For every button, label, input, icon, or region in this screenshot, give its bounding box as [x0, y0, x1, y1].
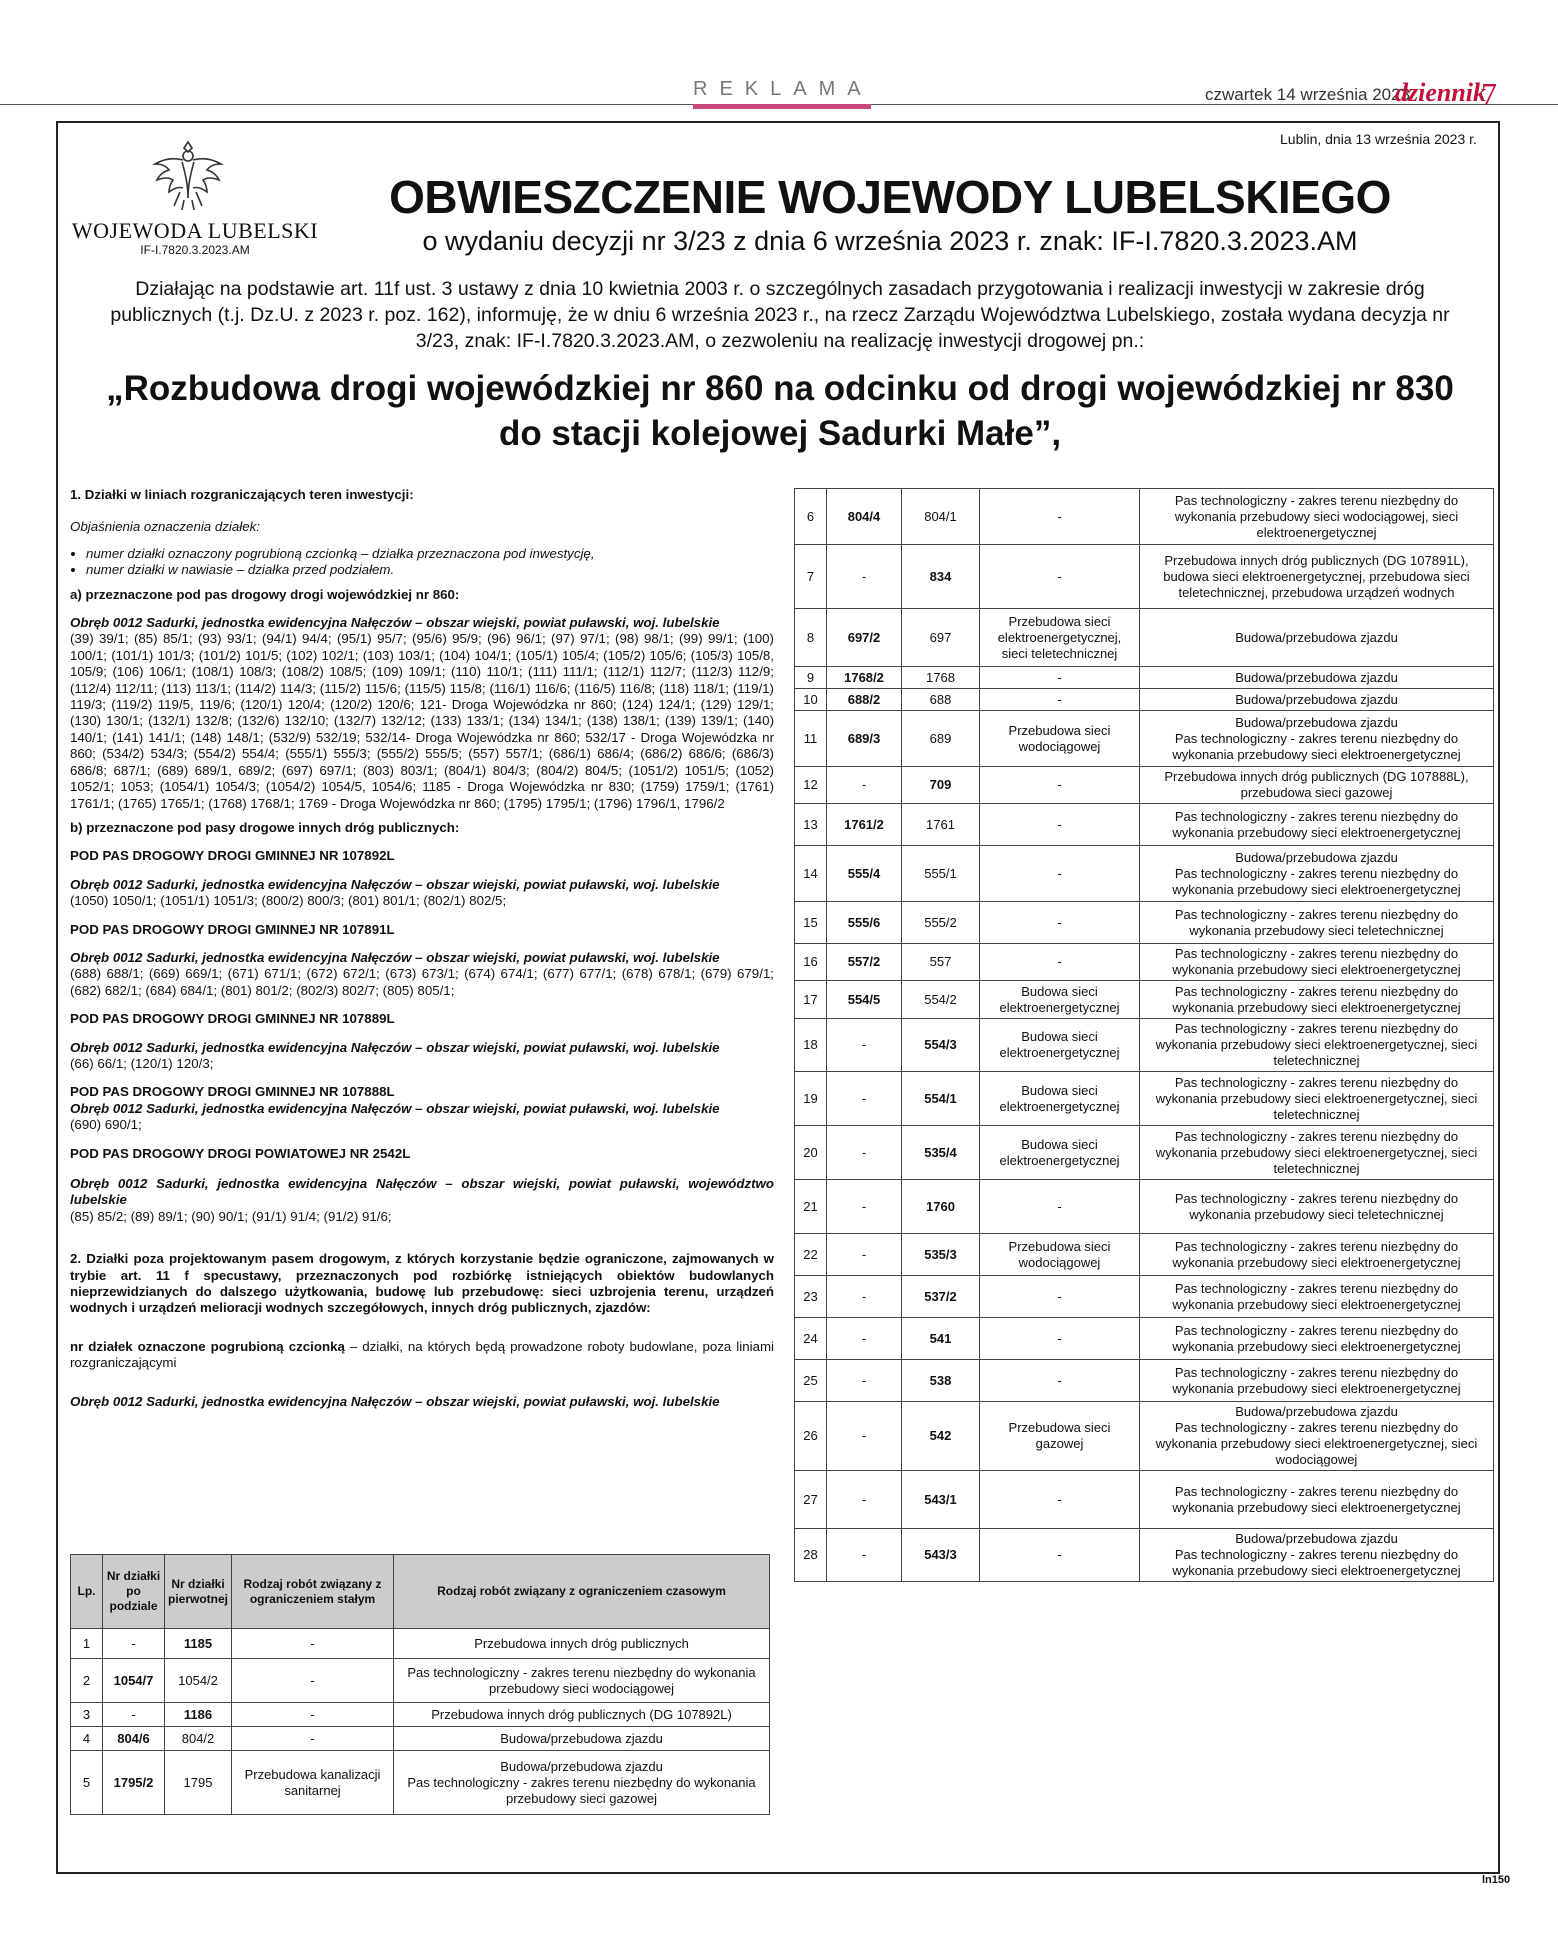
- section-2-heading: 2. Działki poza projektowanym pasem drogowym, z których korzystanie będzie ograniczone, zajmowanych w trybie art. 11 f specustawy, przeznaczonych pod rozbiórkę istniejących obiektów budowlanych nieprzewidzianych do dalszego użytkowania, budowę lub przebudowę: sieci uzbrojenia terenu, urządzeń wodnych i urządzeń melioracji wodnych szczegółowych, innych dróg publicznych, zjazdów:: [70, 1251, 774, 1316]
- table-row: [795, 545, 1494, 609]
- cell-parcel-after: 804/6: [103, 1727, 165, 1751]
- cell-parcel-after: -: [827, 1402, 902, 1471]
- table-row: [795, 1402, 1494, 1471]
- cell-temporary: Przebudowa innych dróg publicznych: [394, 1629, 770, 1659]
- subsection-b-heading: b) przeznaczone pod pasy drogowe innych dróg publicznych:: [70, 819, 460, 835]
- cell-parcel-original: 1768: [902, 667, 980, 689]
- obreb-label: Obręb 0012 Sadurki, jednostka ewidencyjna Nałęczów – obszar wiejski, powiat puławski, woj. lubelskie: [70, 876, 720, 892]
- cell-lp: 8: [795, 609, 827, 667]
- table-row: [795, 711, 1494, 767]
- cell-parcel-original: 554/1: [902, 1072, 980, 1126]
- cell-lp: 17: [795, 981, 827, 1019]
- cell-temporary: Pas technologiczny - zakres terenu niezbędny do wykonania przebudowy sieci elektroenergetycznej: [1140, 1360, 1494, 1402]
- cell-permanent: Budowa sieci elektroenergetycznej: [980, 1019, 1140, 1072]
- cell-parcel-after: 1761/2: [827, 804, 902, 846]
- cell-lp: 23: [795, 1276, 827, 1318]
- cell-lp: 12: [795, 767, 827, 804]
- cell-temporary: Pas technologiczny - zakres terenu niezbędny do wykonania przebudowy sieci elektroenergetycznej: [1140, 1276, 1494, 1318]
- cell-parcel-after: -: [103, 1703, 165, 1727]
- issue-date: czwartek 14 września 2023: [1205, 85, 1411, 104]
- cell-parcel-after: 697/2: [827, 609, 902, 667]
- cell-temporary: Pas technologiczny - zakres terenu niezbędny do wykonania przebudowy sieci elektroenergetycznej: [1140, 804, 1494, 846]
- cell-permanent: -: [232, 1703, 394, 1727]
- cell-temporary: Pas technologiczny - zakres terenu niezbędny do wykonania przebudowy sieci elektroenergetycznej: [1140, 944, 1494, 981]
- ad-code: ln150: [1482, 1874, 1511, 1886]
- parcels-107889L: [70, 1040, 774, 1073]
- section-underline: [693, 104, 871, 109]
- cell-parcel-original: 543/3: [902, 1529, 980, 1582]
- cell-parcel-original: 554/2: [902, 981, 980, 1019]
- cell-lp: 9: [795, 667, 827, 689]
- cell-parcel-after: 554/5: [827, 981, 902, 1019]
- list-item: • numer działki oznaczony pogrubioną czcionką – działka przeznaczona pod inwestycję,: [86, 546, 774, 562]
- restrictions-table-right: [794, 488, 1494, 1582]
- cell-parcel-after: 1795/2: [103, 1751, 165, 1815]
- page-title: OBWIESZCZENIE WOJEWODY LUBELSKIEGO: [389, 171, 1391, 223]
- road-heading-107891L: POD PAS DROGOWY DROGI GMINNEJ NR 107891L: [70, 921, 395, 937]
- cell-temporary: Budowa/przebudowa zjazdu: [394, 1727, 770, 1751]
- cell-lp: 26: [795, 1402, 827, 1471]
- cell-lp: 1: [71, 1629, 103, 1659]
- col-header-permanent: Rodzaj robót związany z ograniczeniem stałym: [232, 1555, 394, 1629]
- cell-parcel-original: 834: [902, 545, 980, 609]
- obreb-label: Obręb 0012 Sadurki, jednostka ewidencyjna Nałęczów – obszar wiejski, powiat puławski, woj. lubelskie: [70, 1393, 720, 1409]
- table-row: [795, 667, 1494, 689]
- section-label: REKLAMA: [693, 78, 873, 100]
- brand-logo: dziennik: [1395, 78, 1487, 107]
- cell-permanent: -: [980, 489, 1140, 545]
- authority-sign: IF-I.7820.3.2023.AM: [140, 243, 250, 257]
- parcels-107888L: [70, 1101, 774, 1134]
- cell-permanent: -: [980, 1360, 1140, 1402]
- list-item: • numer działki w nawiasie – działka przed podziałem.: [86, 562, 774, 578]
- cell-permanent: -: [980, 902, 1140, 944]
- bold-note: [70, 1339, 774, 1372]
- road-heading-107892L: POD PAS DROGOWY DROGI GMINNEJ NR 107892L: [70, 848, 395, 864]
- cell-parcel-after: -: [827, 1318, 902, 1360]
- col-header-temporary: Rodzaj robót związany z ograniczeniem czasowym: [394, 1555, 770, 1629]
- table-row: [795, 609, 1494, 667]
- obreb-label: Obręb 0012 Sadurki, jednostka ewidencyjna Nałęczów – obszar wiejski, powiat puławski, woj. lubelskie: [70, 1100, 720, 1116]
- explanation-heading: Objaśnienia oznaczenia działek:: [70, 519, 260, 535]
- cell-parcel-after: -: [103, 1629, 165, 1659]
- cell-temporary: Pas technologiczny - zakres terenu niezbędny do wykonania przebudowy sieci wodociągowej: [394, 1659, 770, 1703]
- cell-parcel-original: 537/2: [902, 1276, 980, 1318]
- cell-parcel-original: 542: [902, 1402, 980, 1471]
- cell-lp: 28: [795, 1529, 827, 1582]
- obreb-label: Obręb 0012 Sadurki, jednostka ewidencyjna Nałęczów – obszar wiejski, powiat puławski, woj. lubelskie: [70, 615, 720, 631]
- cell-parcel-original: 557: [902, 944, 980, 981]
- cell-parcel-original: 535/3: [902, 1234, 980, 1276]
- cell-temporary: Pas technologiczny - zakres terenu niezbędny do wykonania przebudowy sieci teletechnicznej: [1140, 1180, 1494, 1234]
- cell-temporary: Budowa/przebudowa zjazdu Pas technologiczny - zakres terenu niezbędny do wykonania przebudowy sieci elektroenergetycznej, sieci wodociągowej: [1140, 1402, 1494, 1471]
- subsection-a-heading: a) przeznaczone pod pas drogowy drogi wojewódzkiej nr 860:: [70, 586, 460, 602]
- cell-temporary: Pas technologiczny - zakres terenu niezbędny do wykonania przebudowy sieci elektroenergetycznej, sieci teletechnicznej: [1140, 1072, 1494, 1126]
- cell-permanent: -: [980, 1318, 1140, 1360]
- cell-permanent: -: [232, 1727, 394, 1751]
- cell-lp: 4: [71, 1727, 103, 1751]
- cell-temporary: Pas technologiczny - zakres terenu niezbędny do wykonania przebudowy sieci elektroenergetycznej: [1140, 1234, 1494, 1276]
- cell-parcel-after: -: [827, 1019, 902, 1072]
- cell-lp: 13: [795, 804, 827, 846]
- cell-parcel-after: -: [827, 1072, 902, 1126]
- restrictions-table-left: [70, 1554, 770, 1815]
- cell-lp: 24: [795, 1318, 827, 1360]
- cell-lp: 14: [795, 846, 827, 902]
- cell-parcel-after: -: [827, 1234, 902, 1276]
- parcels-a-list: (39) 39/1; (85) 85/1; (93) 93/1; (94/1) 94/4; (95/1) 95/7; (95/6) 95/9; (96) 96/1; (97) 97/1; (98) 98/1; (99) 99/1; (100) 100/1; (101/1) 101/3; (101/2) 101/5; (102) 102/1; (103) 103/1; (104) 104/1; (105/1) 105/4; (105/2) 105/6; (105/3) 105/8, 105/9; (106) 106/1; (108/1) 108/3; (108/2) 108/5; (109) 109/1; (110) 110/1; (111) 111/1; (112/1) 112/7; (112/3) 112/9; (112/4) 112/11; (113) 113/1; (114/2) 114/3; (115/2) 115/6; (115/5) 115/8; (116/1) 116/6; (116/5) 116/8; (118) 118/1; (119/1) 119/3; (119/2) 119/5, 119/6; (120/1) 120/4; (120/2) 120/6; 121- Droga Wojewódzka nr 860; (124) 124/1; (129) 129/1; (130) 130/1; (132/1) 132/8; (132/6) 132/10; (132/7) 132/12; (133) 133/1; (134) 134/1; (138) 138/1; (139) 139/1; (140) 140/1; (141) 141/1; (148) 148/1; (532/9) 532/19; 532/14- Droga Wojewódzka nr 860; 532/17 - Droga Wojewódzka nr 860; (534/2) 534/3; (554/2) 554/4; (555/1) 555/3; (555/2) 555/5; (557) 557/1; (686/1) 686/4; (686/2) 686/6; (686/3) 686/8; 687/1; (689) 689/1, 689/2; (697) 697/1; (803) 803/1; (804/1) 804/3; (804/2) 804/5; (1051/2) 1051/5; (1052) 1052/1; 1053; (1054/1) 1054/3; (1054/2) 1054/5, 1054/6; 1185 - Droga Wojewódzka nr 830; (1759) 1759/1; (1761) 1761/1; (1765) 1765/1; (1768) 1768/1; 1769 - Droga Wojewódzka nr 860; (1795) 1795/1; (1796) 1796/1, 1796/2: [70, 631, 774, 811]
- parcels-107892L: [70, 877, 774, 910]
- bold-note-label: nr działek oznaczone pogrubioną czcionką: [70, 1338, 345, 1354]
- table-row: [795, 1360, 1494, 1402]
- cell-permanent: -: [980, 767, 1140, 804]
- cell-temporary: Budowa/przebudowa zjazdu: [1140, 609, 1494, 667]
- cell-lp: 11: [795, 711, 827, 767]
- obreb-label: Obręb 0012 Sadurki, jednostka ewidencyjna Nałęczów – obszar wiejski, powiat puławski, woj. lubelskie: [70, 1039, 720, 1055]
- cell-parcel-original: 543/1: [902, 1471, 980, 1529]
- cell-permanent: -: [980, 1471, 1140, 1529]
- cell-lp: 19: [795, 1072, 827, 1126]
- cell-lp: 25: [795, 1360, 827, 1402]
- cell-parcel-after: 689/3: [827, 711, 902, 767]
- cell-parcel-original: 555/2: [902, 902, 980, 944]
- table-row: [795, 1180, 1494, 1234]
- cell-permanent: -: [980, 1276, 1140, 1318]
- cell-permanent: -: [980, 804, 1140, 846]
- cell-permanent: Budowa sieci elektroenergetycznej: [980, 981, 1140, 1019]
- cell-lp: 18: [795, 1019, 827, 1072]
- cell-parcel-after: 1054/7: [103, 1659, 165, 1703]
- cell-temporary: Pas technologiczny - zakres terenu niezbędny do wykonania przebudowy sieci elektroenergetycznej, sieci teletechnicznej: [1140, 1126, 1494, 1180]
- cell-permanent: -: [980, 545, 1140, 609]
- cell-parcel-original: 697: [902, 609, 980, 667]
- cell-permanent: -: [980, 944, 1140, 981]
- cell-temporary: Przebudowa innych dróg publicznych (DG 107891L), budowa sieci elektroenergetycznej, przebudowa sieci teletechnicznej, przebudowa urządzeń wodnych: [1140, 545, 1494, 609]
- cell-parcel-after: 555/6: [827, 902, 902, 944]
- cell-parcel-original: 541: [902, 1318, 980, 1360]
- table-row: [795, 1529, 1494, 1582]
- table-row: [71, 1629, 770, 1659]
- cell-permanent: -: [980, 846, 1140, 902]
- cell-permanent: -: [980, 689, 1140, 711]
- parcels-list: (1050) 1050/1; (1051/1) 1051/3; (800/2) 800/3; (801) 801/1; (802/1) 802/5;: [70, 893, 507, 909]
- table-row: [71, 1727, 770, 1751]
- cell-parcel-after: -: [827, 1529, 902, 1582]
- cell-permanent: -: [980, 1180, 1140, 1234]
- table-row: [795, 981, 1494, 1019]
- cell-parcel-original: 554/3: [902, 1019, 980, 1072]
- cell-permanent: Przebudowa sieci gazowej: [980, 1402, 1140, 1471]
- cell-parcel-after: -: [827, 1126, 902, 1180]
- cell-permanent: Przebudowa sieci wodociągowej: [980, 711, 1140, 767]
- table-row: [795, 902, 1494, 944]
- table-row: [795, 944, 1494, 981]
- cell-temporary: Przebudowa innych dróg publicznych (DG 107888L), przebudowa sieci gazowej: [1140, 767, 1494, 804]
- table-row: [795, 804, 1494, 846]
- parcels-list: (688) 688/1; (669) 669/1; (671) 671/1; (672) 672/1; (673) 673/1; (674) 674/1; (677) 677/1; (678) 678/1; (679) 679/1; (682) 682/1; (684) 684/1; (801) 801/2; (802/3) 802/7; (805) 805/1;: [70, 966, 774, 998]
- cell-parcel-after: 804/4: [827, 489, 902, 545]
- cell-lp: 16: [795, 944, 827, 981]
- cell-lp: 10: [795, 689, 827, 711]
- cell-temporary: Pas technologiczny - zakres terenu niezbędny do wykonania przebudowy sieci elektroenergetycznej: [1140, 1471, 1494, 1529]
- cell-parcel-after: 555/4: [827, 846, 902, 902]
- cell-parcel-original: 1795: [165, 1751, 232, 1815]
- cell-permanent: Budowa sieci elektroenergetycznej: [980, 1126, 1140, 1180]
- table-row: [795, 846, 1494, 902]
- cell-lp: 2: [71, 1659, 103, 1703]
- cell-temporary: Pas technologiczny - zakres terenu niezbędny do wykonania przebudowy sieci elektroenergetycznej: [1140, 981, 1494, 1019]
- bold-note-text: – działki, na których będą prowadzone roboty budowlane, poza liniami rozgraniczającymi: [70, 1338, 774, 1371]
- obreb-label: Obręb 0012 Sadurki, jednostka ewidencyjna Nałęczów – obszar wiejski, powiat puławski, województwo lubelskie: [70, 1176, 774, 1208]
- cell-temporary: Budowa/przebudowa zjazdu Pas technologiczny - zakres terenu niezbędny do wykonania przebudowy sieci gazowej: [394, 1751, 770, 1815]
- parcels-a: [70, 615, 774, 812]
- cell-parcel-original: 804/1: [902, 489, 980, 545]
- cell-parcel-original: 689: [902, 711, 980, 767]
- cell-parcel-after: -: [827, 1360, 902, 1402]
- cell-permanent: Przebudowa sieci elektroenergetycznej, sieci teletechnicznej: [980, 609, 1140, 667]
- table-row: [795, 767, 1494, 804]
- parcels-107891L: [70, 950, 774, 999]
- cell-parcel-original: 1186: [165, 1703, 232, 1727]
- col-header-after-split: Nr działki po podziale: [103, 1555, 165, 1629]
- cell-permanent: -: [980, 667, 1140, 689]
- cell-parcel-original: 1761: [902, 804, 980, 846]
- cell-lp: 3: [71, 1703, 103, 1727]
- cell-parcel-after: 557/2: [827, 944, 902, 981]
- cell-parcel-original: 709: [902, 767, 980, 804]
- parcels-list: (66) 66/1; (120/1) 120/3;: [70, 1055, 214, 1071]
- cell-permanent: -: [232, 1629, 394, 1659]
- cell-lp: 5: [71, 1751, 103, 1815]
- authority-name: WOJEWODA LUBELSKI: [71, 218, 319, 243]
- cell-lp: 21: [795, 1180, 827, 1234]
- cell-lp: 7: [795, 545, 827, 609]
- intro-paragraph: Działając na podstawie art. 11f ust. 3 ustawy z dnia 10 kwietnia 2003 r. o szczególnych zasadach przygotowania i realizacji inwestycji w zakresie dróg publicznych (t.j. Dz.U. z 2023 r. poz. 162), informuję, że w dniu 6 września 2023 r., na rzecz Zarządu Województwa Lubelskiego, została wydana decyzja nr 3/23, znak: IF-I.7820.3.2023.AM, o zezwoleniu na realizację inwestycji drogowej pn.:: [110, 278, 1450, 352]
- cell-parcel-after: -: [827, 767, 902, 804]
- investment-name: „Rozbudowa drogi wojewódzkiej nr 860 na odcinku od drogi wojewódzkiej nr 830 do stacji kolejowej Sadurki Małe”,: [106, 369, 1454, 453]
- table-row: [795, 1276, 1494, 1318]
- cell-temporary: Budowa/przebudowa zjazdu Pas technologiczny - zakres terenu niezbędny do wykonania przebudowy sieci elektroenergetycznej: [1140, 711, 1494, 767]
- cell-permanent: Przebudowa kanalizacji sanitarnej: [232, 1751, 394, 1815]
- cell-temporary: Budowa/przebudowa zjazdu: [1140, 689, 1494, 711]
- cell-temporary: Pas technologiczny - zakres terenu niezbędny do wykonania przebudowy sieci wodociągowej, sieci elektroenergetycznej: [1140, 489, 1494, 545]
- table-row: [71, 1751, 770, 1815]
- cell-parcel-original: 688: [902, 689, 980, 711]
- section-1-heading: 1. Działki w liniach rozgraniczających teren inwestycji:: [70, 487, 414, 502]
- table-row: [795, 1471, 1494, 1529]
- cell-permanent: Budowa sieci elektroenergetycznej: [980, 1072, 1140, 1126]
- cell-lp: 27: [795, 1471, 827, 1529]
- cell-lp: 6: [795, 489, 827, 545]
- cell-parcel-original: 804/2: [165, 1727, 232, 1751]
- road-heading-107888L: POD PAS DROGOWY DROGI GMINNEJ NR 107888L: [70, 1084, 395, 1100]
- cell-permanent: -: [980, 1529, 1140, 1582]
- cell-lp: 20: [795, 1126, 827, 1180]
- table-row: [795, 1126, 1494, 1180]
- cell-lp: 15: [795, 902, 827, 944]
- cell-permanent: -: [232, 1659, 394, 1703]
- cell-lp: 22: [795, 1234, 827, 1276]
- cell-parcel-original: 1054/2: [165, 1659, 232, 1703]
- table-row: [71, 1659, 770, 1703]
- road-heading-2542L: POD PAS DROGOWY DROGI POWIATOWEJ NR 2542L: [70, 1145, 411, 1161]
- cell-parcel-original: 535/4: [902, 1126, 980, 1180]
- cell-temporary: Pas technologiczny - zakres terenu niezbędny do wykonania przebudowy sieci elektroenergetycznej: [1140, 1318, 1494, 1360]
- parcels-2542L: [70, 1176, 774, 1225]
- page-number: 7: [1481, 76, 1497, 112]
- cell-temporary: Przebudowa innych dróg publicznych (DG 107892L): [394, 1703, 770, 1727]
- parcels-list: (690) 690/1;: [70, 1117, 142, 1133]
- cell-parcel-after: 1768/2: [827, 667, 902, 689]
- cell-parcel-original: 538: [902, 1360, 980, 1402]
- eagle-emblem-icon: [148, 134, 228, 214]
- col-header-lp: Lp.: [71, 1555, 103, 1629]
- cell-parcel-after: -: [827, 1276, 902, 1318]
- cell-parcel-original: 1760: [902, 1180, 980, 1234]
- table-row: [795, 489, 1494, 545]
- cell-temporary: Budowa/przebudowa zjazdu: [1140, 667, 1494, 689]
- explanation-list: [70, 546, 774, 579]
- table-row: [795, 1019, 1494, 1072]
- cell-permanent: Przebudowa sieci wodociągowej: [980, 1234, 1140, 1276]
- cell-parcel-original: 1185: [165, 1629, 232, 1659]
- cell-parcel-after: -: [827, 1180, 902, 1234]
- obreb-label: Obręb 0012 Sadurki, jednostka ewidencyjna Nałęczów – obszar wiejski, powiat puławski, woj. lubelskie: [70, 949, 720, 965]
- left-column: [70, 487, 774, 1418]
- table-row: [795, 1072, 1494, 1126]
- cell-temporary: Budowa/przebudowa zjazdu Pas technologiczny - zakres terenu niezbędny do wykonania przebudowy sieci elektroenergetycznej: [1140, 1529, 1494, 1582]
- table-row: [795, 1234, 1494, 1276]
- cell-temporary: Pas technologiczny - zakres terenu niezbędny do wykonania przebudowy sieci elektroenergetycznej, sieci teletechnicznej: [1140, 1019, 1494, 1072]
- cell-parcel-original: 555/1: [902, 846, 980, 902]
- page-subtitle: o wydaniu decyzji nr 3/23 z dnia 6 września 2023 r. znak: IF-I.7820.3.2023.AM: [422, 226, 1358, 256]
- table-row: [795, 1318, 1494, 1360]
- cell-parcel-after: -: [827, 1471, 902, 1529]
- table-row: [71, 1703, 770, 1727]
- cell-temporary: Pas technologiczny - zakres terenu niezbędny do wykonania przebudowy sieci teletechnicznej: [1140, 902, 1494, 944]
- table-header-row: [71, 1555, 770, 1629]
- col-header-original: Nr działki pierwotnej: [165, 1555, 232, 1629]
- cell-parcel-after: -: [827, 545, 902, 609]
- road-heading-107889L: POD PAS DROGOWY DROGI GMINNEJ NR 107889L: [70, 1011, 395, 1027]
- table-row: [795, 689, 1494, 711]
- cell-temporary: Budowa/przebudowa zjazdu Pas technologiczny - zakres terenu niezbędny do wykonania przebudowy sieci elektroenergetycznej: [1140, 846, 1494, 902]
- parcels-list: (85) 85/2; (89) 89/1; (90) 90/1; (91/1) 91/4; (91/2) 91/6;: [70, 1208, 392, 1224]
- place-date: Lublin, dnia 13 września 2023 r.: [1280, 131, 1477, 147]
- cell-parcel-after: 688/2: [827, 689, 902, 711]
